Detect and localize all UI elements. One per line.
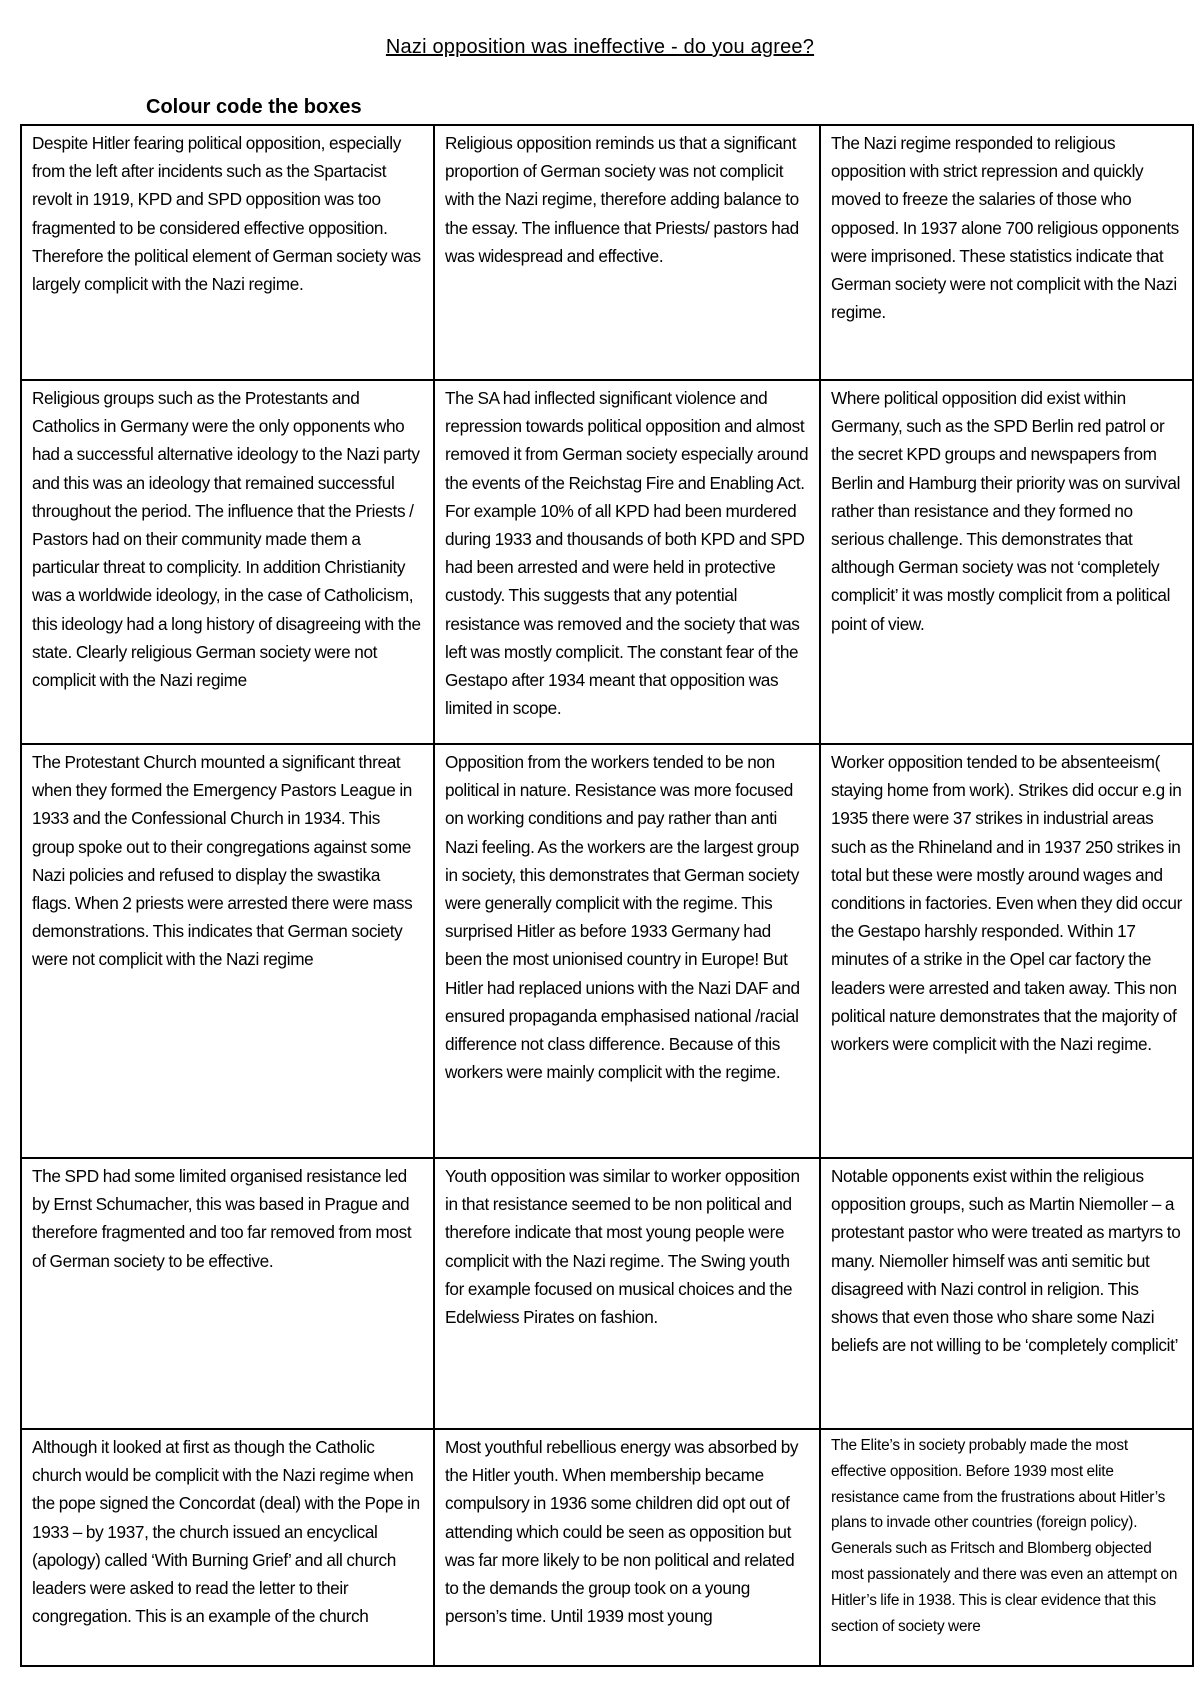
cell-text: The Nazi regime responded to religious opposition with strict repression and quickly moved to freeze the salaries of those who opposed. In 1937 alone 700 religious opponents were imprisoned. These statistics indicate that German society were not complicit with the Nazi regime. — [831, 133, 1179, 323]
cell-text: Opposition from the workers tended to be non political in nature. Resistance was more focused on working conditions and pay rather than anti Nazi feeling. As the workers are the largest group in society, this demonstrates that German society were generally complicit with the regime. This surprised Hitler as before 1933 Germany had been the most unionised country in Europe! But Hitler had replaced unions with the Nazi DAF and ensured propaganda emphasised national /racial difference not class difference. Because of this workers were mainly complicit with the regime. — [445, 752, 800, 1083]
grid-cell[interactable] — [434, 125, 820, 380]
cell-text: Religious opposition reminds us that a significant proportion of German society was not complicit with the Nazi regime, therefore adding balance to the essay. The influence that Priests/ pastors had was widespread and effective. — [445, 133, 799, 266]
cell-text: Despite Hitler fearing political opposition, especially from the left after incidents such as the Spartacist revolt in 1919, KPD and SPD opposition was too fragmented to be considered effective opposition. Therefore the political element of German society was largely complicit with the Nazi regime. — [32, 133, 421, 295]
grid-row-2 — [21, 380, 1193, 744]
grid-cell[interactable] — [434, 744, 820, 1158]
grid-cell[interactable] — [434, 1158, 820, 1429]
grid-cell[interactable] — [820, 1429, 1193, 1666]
grid-row-4 — [21, 1158, 1193, 1429]
grid-cell[interactable] — [820, 380, 1193, 744]
cell-text: The Elite’s in society probably made the most effective opposition. Before 1939 most elite resistance came from the frustrations about Hitler’s plans to invade other countries (foreign policy). Generals such as Fritsch and Blomberg objected most passionately and there was even an attempt on Hitler’s life in 1938. This is clear evidence that this section of society were — [831, 1437, 1178, 1635]
grid-cell[interactable] — [820, 744, 1193, 1158]
grid-cell[interactable] — [820, 1158, 1193, 1429]
cell-text: The SA had inflected significant violence and repression towards political opposition and almost removed it from German society especially around the events of the Reichstag Fire and Enabling Act. For example 10% of all KPD had been murdered during 1933 and thousands of both KPD and SPD had been arrested and were held in protective custody. This suggests that any potential resistance was removed and the society that was left was mostly complicit. The constant fear of the Gestapo after 1934 meant that opposition was limited in scope. — [445, 388, 809, 719]
grid-cell[interactable] — [21, 744, 434, 1158]
grid-cell[interactable] — [21, 125, 434, 380]
cell-text: The SPD had some limited organised resistance led by Ernst Schumacher, this was based in Prague and therefore fragmented and too far removed from most of German society to be effective. — [32, 1166, 412, 1271]
grid-cell[interactable] — [820, 125, 1193, 380]
grid-cell[interactable] — [21, 380, 434, 744]
cell-text: Notable opponents exist within the religious opposition groups, such as Martin Niemoller – a protestant pastor who were treated as martyrs to many. Niemoller himself was anti semitic but disagreed with Nazi control in religion. This shows that even those who share some Nazi beliefs are not willing to be ‘completely complicit’ — [831, 1166, 1181, 1356]
cell-text: Most youthful rebellious energy was absorbed by the Hitler youth. When membership became compulsory in 1936 some children did opt out of attending which could be seen as opposition but was far more likely to be non political and related to the demands the group took on a young person’s time. Until 1939 most young — [445, 1437, 799, 1627]
argument-grid — [20, 124, 1194, 1667]
grid-cell[interactable] — [21, 1429, 434, 1666]
cell-text: Worker opposition tended to be absenteeism( staying home from work). Strikes did occur e.g in 1935 there were 37 strikes in industrial areas such as the Rhineland and in 1937 250 strikes in total but these were mostly around wages and conditions in factories. Even when they did occur the Gestapo harshly responded. Within 17 minutes of a strike in the Opel car factory the leaders were arrested and taken away. This non political nature demonstrates that the majority of workers were complicit with the Nazi regime. — [831, 752, 1182, 1055]
cell-text: Although it looked at first as though the Catholic church would be complicit with the Nazi regime when the pope signed the Concordat (deal) with the Pope in 1933 – by 1937, the church issued an encyclical (apology) called ‘With Burning Grief’ and all church leaders were asked to read the letter to their congregation. This is an example of the church — [32, 1437, 420, 1627]
grid-cell[interactable] — [434, 380, 820, 744]
instruction-heading: Colour code the boxes — [146, 96, 362, 118]
grid-row-1 — [21, 125, 1193, 380]
grid-row-5 — [21, 1429, 1193, 1666]
grid-cell[interactable] — [21, 1158, 434, 1429]
grid-row-3 — [21, 744, 1193, 1158]
grid-cell[interactable] — [434, 1429, 820, 1666]
worksheet-title: Nazi opposition was ineffective - do you agree? — [385, 36, 815, 58]
cell-text: Youth opposition was similar to worker opposition in that resistance seemed to be non political and therefore indicate that most young people were complicit with the Nazi regime. The Swing youth for example focused on musical choices and the Edelwiess Pirates on fashion. — [445, 1166, 800, 1328]
cell-text: Where political opposition did exist within Germany, such as the SPD Berlin red patrol or the secret KPD groups and newspapers from Berlin and Hamburg their priority was on survival rather than resistance and they formed no serious challenge. This demonstrates that although German society was not ‘completely complicit’ it was mostly complicit from a political point of view. — [831, 388, 1181, 634]
cell-text: The Protestant Church mounted a significant threat when they formed the Emergency Pastors League in 1933 and the Confessional Church in 1934. This group spoke out to their congregations against some Nazi policies and refused to display the swastika flags. When 2 priests were arrested there were mass demonstrations. This indicates that German society were not complicit with the Nazi regime — [32, 752, 413, 970]
cell-text: Religious groups such as the Protestants and Catholics in Germany were the only opponents who had a successful alternative ideology to the Nazi party and this was an ideology that remained successful throughout the period. The influence that the Priests / Pastors had on their community made them a particular threat to complicity. In addition Christianity was a worldwide ideology, in the case of Catholicism, this ideology had a long history of disagreeing with the state. Clearly religious German society were not complicit with the Nazi regime — [32, 388, 421, 691]
